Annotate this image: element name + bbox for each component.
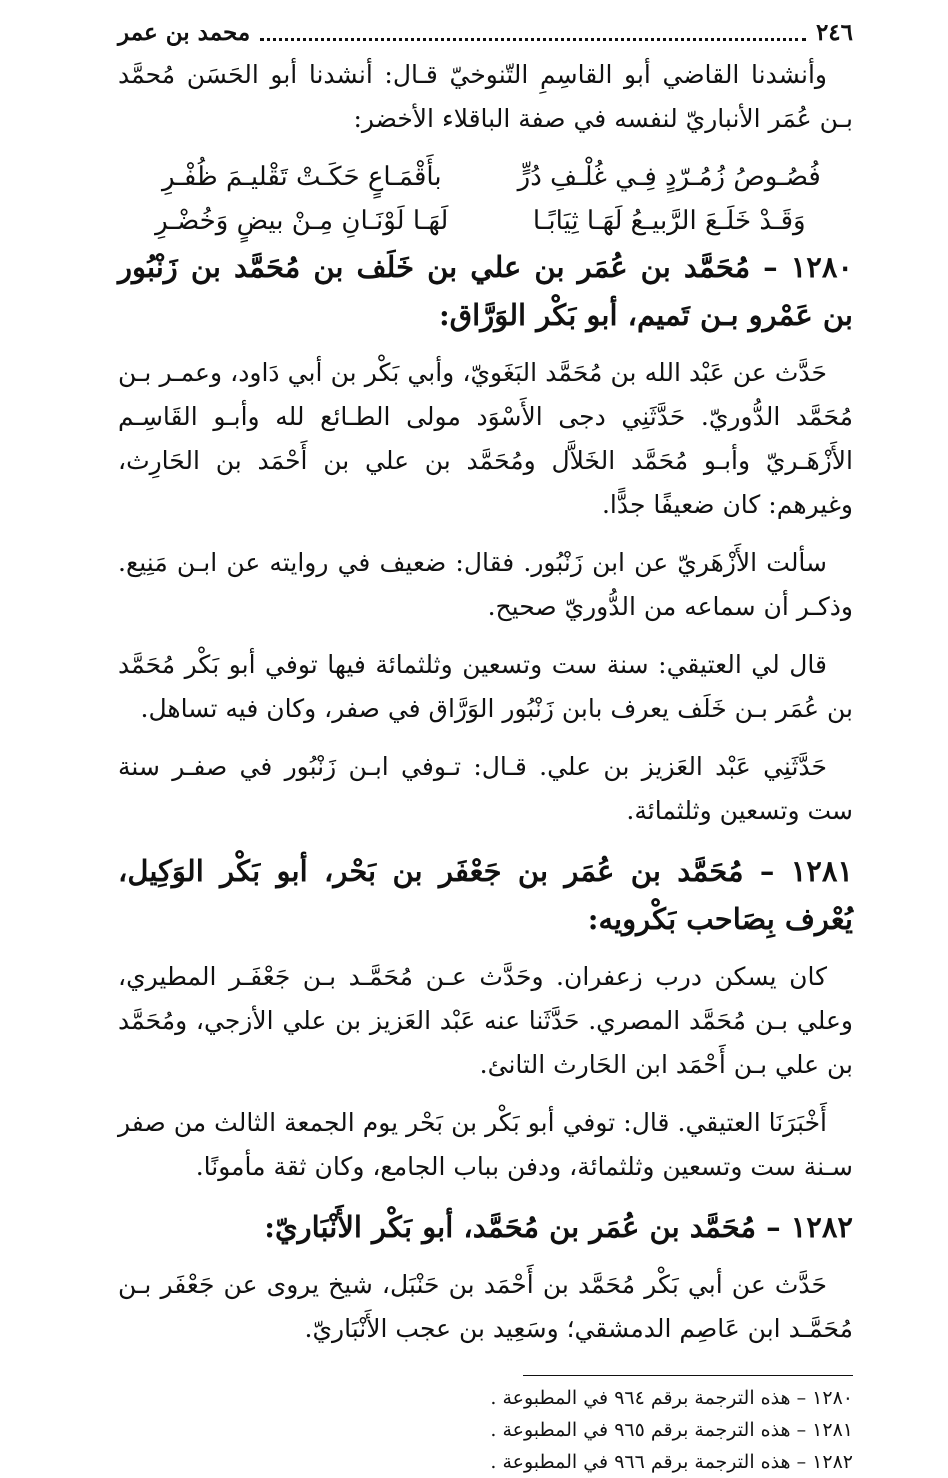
footnote-1282: ١٢٨٢ – هذه الترجمة برقم ٩٦٦ في المطبوعة .: [490, 1451, 853, 1473]
entry-1280-paragraph-2: سألت الأَزْهَريّ عن ابن زَنْبُور. فقال: ضعيف في روايته عن ابـن مَنِيع. وذكـر أن سماعه من الدُّوريّ صحيح.: [118, 548, 853, 621]
entry-1280-paragraph-4: حَدَّثَنِي عَبْد العَزيز بن علي. قـال: تـوفي ابـن زَنْبُور في صفـر سنة ست وتسعين وثلثمائة.: [118, 752, 853, 825]
entry-1281-paragraph-1: كان يسكن درب زعفران. وحَدَّث عـن مُحَمَّـد بـن جَعْفَـر المطيري، وعلي بـن مُحَمَّد المصري. حَدَّثَنا عنه عَبْد العَزيز بن علي الأزجي، ومُحَمَّد بن علي بـن أَحْمَد ابن الحَارث التانئ.: [118, 962, 853, 1079]
verse-2-first-hemistich: وَقَـدْ خَلَـعَ الرَّبيـعُ لَهَـا ثِيَابًـا: [532, 206, 806, 236]
poem-verses: [118, 155, 853, 243]
verse-1-first-hemistich: فُصُـوصُ زُمُـرّدٍ فِـي غُلْـفِ دُرٍّ: [517, 162, 821, 192]
running-header: [118, 12, 853, 53]
entry-1282-paragraph-1: حَدَّث عن أبي بَكْر مُحَمَّد بن أَحْمَد بن حَنْبَل، شيخ يروى عن جَعْفَر بـن مُحَمَّـد ابن عَاصِم الدمشقي؛ وسَعِيد بن عجب الأَنْبَاريّ.: [118, 1270, 853, 1343]
entry-1280-paragraph-3: قال لي العتيقي: سنة ست وتسعين وثلثمائة فيها توفي أبو بَكْر مُحَمَّد بن عُمَر بـن خَلَف يعرف بابن زَنْبُور الوَرَّاق في صفر، وكان فيه تساهل.: [118, 650, 853, 723]
entry-1280-paragraph-1: حَدَّث عن عَبْد الله بن مُحَمَّد البَغَويّ، وأبي بَكْر بن أبي دَاود، وعمـر بـن مُحَمَّد الدُّوريّ. حَدَّثَنِي دجى الأَسْوَد مولى الطـائع لله وأبـو القَاسِـم الأَزْهَـريّ وأبـو مُحَمَّد الخَلاَّل ومُحَمَّد بن علي بن أَحْمَد بن الحَارِث، وغيرهم: كان ضعيفًا جدًّا.: [118, 358, 853, 519]
entry-1281-heading: ١٢٨١ – مُحَمَّد بن عُمَر بن جَعْفَر بن بَحْر، أبو بَكْر الوَكِيل، يُعْرف بِصَاحب بَكْرويه:: [118, 854, 853, 936]
verse-2-second-hemistich: لَهَـا لَوْنَـانِ مِـنْ بيضٍ وَخُضْـرِ: [155, 206, 449, 236]
footnote-rule: [523, 1375, 853, 1376]
entry-1280-heading: ١٢٨٠ – مُحَمَّد بن عُمَر بن علي بن خَلَف بن مُحَمَّد بن زَنْبُور بن عَمْرو بـن تَميم، أبو بَكْر الوَرَّاق:: [118, 250, 853, 332]
footnotes: [118, 1375, 853, 1478]
footnote-1281: ١٢٨١ – هذه الترجمة برقم ٩٦٥ في المطبوعة .: [490, 1419, 853, 1441]
entry-1282-heading: ١٢٨٢ – مُحَمَّد بن عُمَر بن مُحَمَّد، أبو بَكْر الأَنْبَاريّ:: [264, 1210, 853, 1244]
page-number: ٢٤٦: [815, 18, 853, 46]
intro-paragraph: وأنشدنا القاضي أبو القاسِمِ التّنوخيّ قـال: أنشدنا أبو الحَسَن مُحمَّد بـن عُمَر الأنباريّ لنفسه في صفة الباقلاء الأخضر:: [118, 60, 853, 133]
running-title: محمد بن عمر: [118, 18, 251, 46]
verse-1-second-hemistich: بأَقْمَـاعٍ حَكَـتْ تَقْليـمَ ظُفْـرِ: [161, 162, 442, 192]
entry-1281-paragraph-2: أَخْبَرَنَا العتيقي. قال: توفي أبو بَكْر بن بَحْر يوم الجمعة الثالث من صفر سـنة ست وتسعين وثلثمائة، ودفن بباب الجامع، وكان ثقة مأمونًا.: [118, 1108, 853, 1181]
footnote-1280: ١٢٨٠ – هذه الترجمة برقم ٩٦٤ في المطبوعة .: [490, 1387, 853, 1409]
header-dotted-leader: [260, 24, 806, 41]
